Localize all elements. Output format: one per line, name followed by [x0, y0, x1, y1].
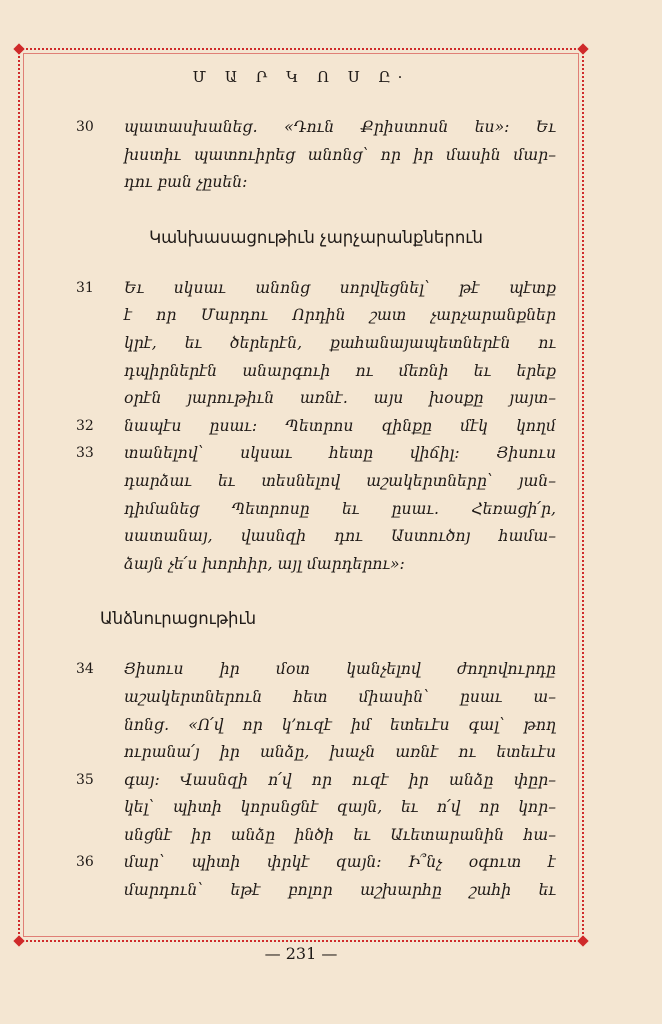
text-line [76, 822, 556, 850]
text-line [76, 302, 556, 330]
section-heading: Կանխասացութիւն չարչարանքներուն [149, 227, 483, 247]
line-text: դարձաւ եւ տեսնելով աշակերտները՝ յան– [124, 471, 556, 490]
line-text: սնցնէ իր անձը ինծի եւ Աւետարանին հա– [124, 825, 556, 844]
line-text: նապէս ըսաւ։ Պետրոս զինքը մէկ կողմ [124, 416, 556, 435]
line-text: է որ Մարդու Որդին շատ չարչարանքներ [124, 306, 556, 325]
text-line [76, 523, 556, 551]
line-text: մարդուն՝ եթէ բոլոր աշխարհը շահի եւ [124, 881, 556, 900]
text-line [76, 440, 556, 468]
verse-number: 32 [76, 417, 94, 434]
verse-number: 36 [76, 854, 94, 871]
text-line [76, 656, 556, 684]
page-number: — 231 — [264, 944, 338, 963]
border-corner-ornament [13, 43, 24, 54]
section-heading: Անձնուրացութիւն [100, 609, 257, 629]
line-text: Եւ սկսաւ անոնց սորվեցնել՝ թէ պէտք [124, 278, 556, 297]
text-line [76, 739, 556, 767]
text-line [76, 712, 556, 740]
text-line [76, 275, 556, 303]
text-line [76, 385, 556, 413]
text-block [76, 114, 556, 905]
line-text: մար՝ պիտի փրկէ զայն։ Ի՞նչ օգուտ է [124, 853, 556, 872]
verse-number: 33 [76, 445, 94, 462]
verse-number: 31 [76, 279, 94, 296]
line-text: օրէն յարութիւն առնէ․ այս խօսքը յայտ– [124, 389, 556, 408]
verse-number: 34 [76, 661, 94, 678]
text-line [76, 142, 556, 170]
line-text: կրէ, եւ ծերերէն, քահանայապետներէն ու [124, 333, 556, 352]
line-text: ձայն չե՛ս խորհիր, այլ մարդերու»։ [124, 554, 405, 573]
text-line [76, 330, 556, 358]
text-line [76, 496, 556, 524]
line-text: խստիւ պատուիրեց անոնց՝ որ իր մասին մար– [124, 145, 556, 164]
line-text: սատանայ, վասնզի դու Աստուծոյ համա– [124, 527, 556, 546]
text-line [76, 358, 556, 386]
text-line [76, 169, 556, 197]
line-text: նոնց․ «Ո՛վ որ կ՚ուզէ իմ ետեւէս գալ՝ թող [124, 715, 556, 734]
verse-number: 30 [76, 119, 94, 135]
text-line [76, 794, 556, 822]
text-line [76, 468, 556, 496]
line-text: դիմանեց Պետրոսը եւ ըսաւ․ Հեռացի՛ր, [124, 499, 556, 518]
line-text: գայ։ Վասնզի ո՛վ որ ուզէ իր անձը փըր– [124, 770, 556, 789]
text-line [76, 877, 556, 905]
text-line [76, 849, 556, 877]
line-text: դպիրներէն անարգուի ու մեռնի եւ երեք [124, 361, 556, 380]
text-line [76, 767, 556, 795]
line-text: ուրանա՛յ իր անձը, խաչն առնէ ու ետեւէս [124, 743, 556, 762]
text-line [76, 551, 556, 579]
line-text: տանելով՝ սկսաւ հետը վիճիլ։ Յիսուս [124, 444, 556, 463]
line-text: պատասխանեց․ «Դուն Քրիստոսն ես»։ Եւ [124, 118, 556, 136]
border-corner-ornament [577, 43, 588, 54]
line-text: կել՝ պիտի կորսնցնէ զայն, եւ ո՛վ որ կոր– [124, 798, 556, 817]
line-text: Յիսուս իր մօտ կանչելով ժողովուրդը [124, 660, 556, 679]
running-head: Մ Ա Ր Կ Ո Ս Ը· [192, 68, 410, 86]
text-line [76, 684, 556, 712]
line-text: դու բան չըսեն։ [124, 173, 248, 192]
verse-number: 35 [76, 771, 94, 788]
line-text: աշակերտներուն հետ միասին՝ ըսաւ ա– [124, 687, 556, 706]
text-line [76, 114, 556, 142]
text-line [76, 413, 556, 441]
